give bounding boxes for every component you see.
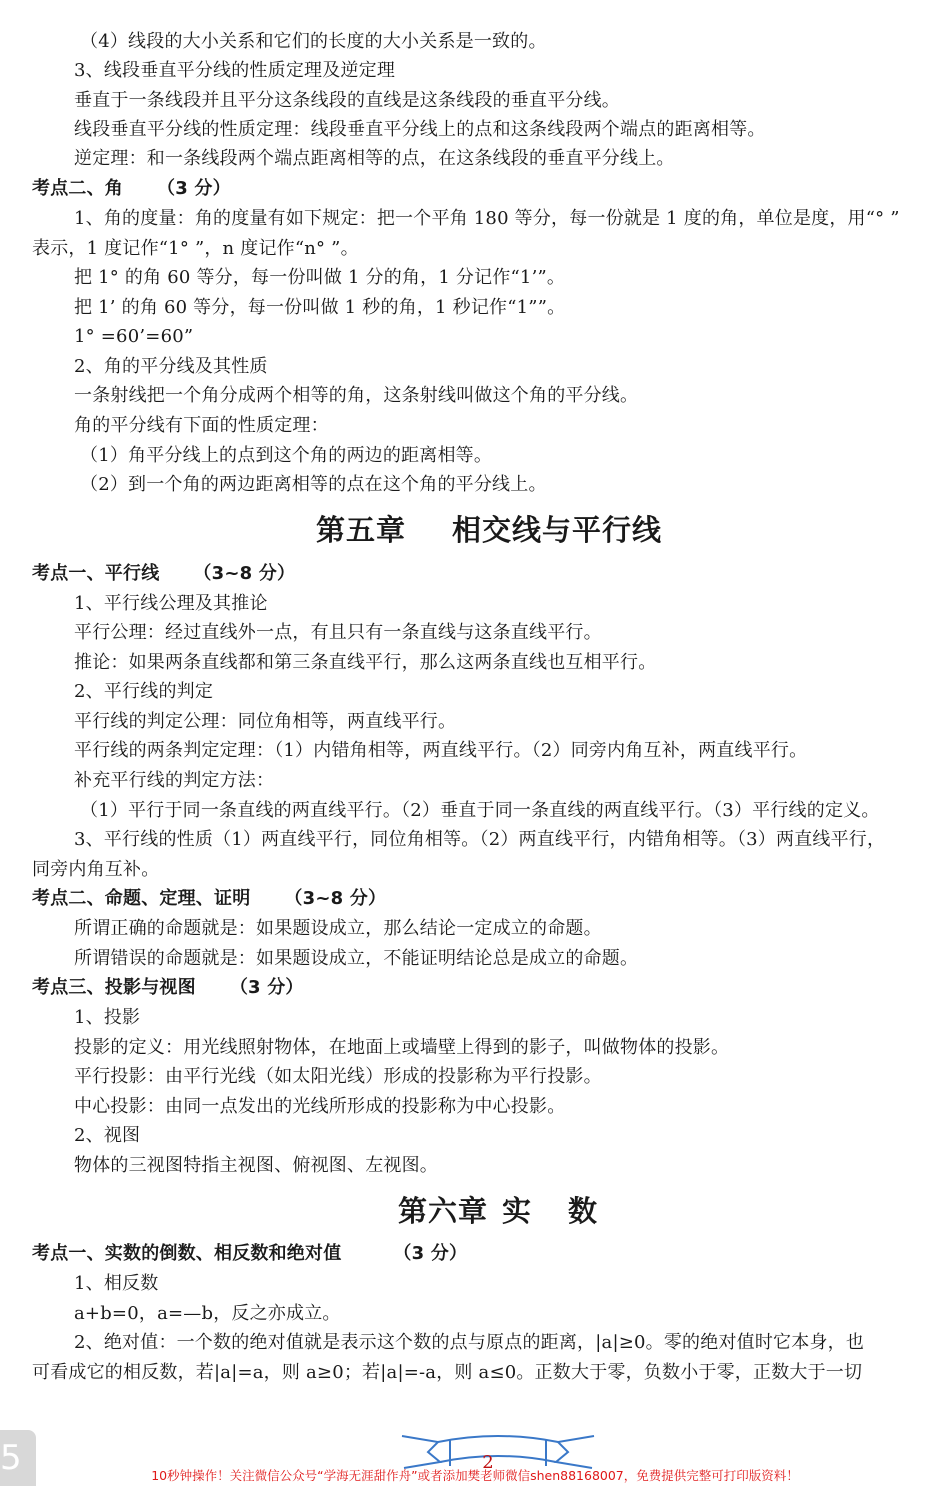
section-title: 考点二、命题、定理、证明 xyxy=(32,888,251,909)
subheading: 1、投影 xyxy=(74,1007,141,1028)
text-line: 角的平分线有下面的性质定理： xyxy=(74,415,329,436)
text-line: a+b=0，a=—b，反之亦成立。 xyxy=(74,1303,341,1324)
text-line: 表示，1 度记作“1° ”，n 度记作“n° ”。 xyxy=(32,238,359,259)
text-line: （2）到一个角的两边距离相等的点在这个角的平分线上。 xyxy=(80,474,547,495)
section-heading xyxy=(32,1242,467,1266)
text-line: 平行线的判定公理：同位角相等，两直线平行。 xyxy=(74,711,457,732)
text-line: 2、绝对值：一个数的绝对值就是表示这个数的点与原点的距离，|a|≥0。零的绝对值时它本身，也 xyxy=(74,1332,865,1353)
section-heading xyxy=(32,976,304,1000)
subheading: 1、相反数 xyxy=(74,1273,159,1294)
text-line: 1、角的度量：角的度量有如下规定：把一个平角 180 等分，每一份就是 1 度的角，单位是度，用“° ” xyxy=(74,208,900,229)
text-line: 垂直于一条线段并且平分这条线段的直线是这条线段的垂直平分线。 xyxy=(74,90,620,111)
section-heading xyxy=(32,887,386,911)
text-line: （1）平行于同一条直线的两直线平行。（2）垂直于同一条直线的两直线平行。（3）平行线的定义。 xyxy=(80,800,880,821)
text-line: 可看成它的相反数，若|a|=a，则 a≥0；若|a|=-a，则 a≤0。正数大于零，负数小于零，正数大于一切 xyxy=(32,1362,863,1383)
section-title: 考点三、投影与视图 xyxy=(32,977,196,998)
chapter-name-part: 实 xyxy=(502,1194,533,1228)
subheading: 2、角的平分线及其性质 xyxy=(74,356,268,377)
text-line: 平行线的两条判定定理：（1）内错角相等，两直线平行。（2）同旁内角互补，两直线平行。 xyxy=(74,740,808,761)
text-line: 投影的定义：用光线照射物体，在地面上或墙壁上得到的影子，叫做物体的投影。 xyxy=(74,1037,730,1058)
chapter-name-part: 数 xyxy=(568,1194,599,1228)
text-line: （4）线段的大小关系和它们的长度的大小关系是一致的。 xyxy=(80,31,547,52)
chapter-title xyxy=(398,1193,598,1229)
text-line: 平行公理：经过直线外一点，有且只有一条直线与这条直线平行。 xyxy=(74,622,602,643)
chapter-number: 第六章 xyxy=(398,1194,489,1228)
text-line: 一条射线把一个角分成两个相等的角，这条射线叫做这个角的平分线。 xyxy=(74,385,639,406)
section-title: 考点一、平行线 xyxy=(32,563,160,584)
subheading: 2、平行线的判定 xyxy=(74,681,214,702)
section-heading xyxy=(32,562,295,586)
page-number: 2 xyxy=(482,1452,494,1473)
text-line: 物体的三视图特指主视图、俯视图、左视图。 xyxy=(74,1155,438,1176)
section-score: （3~8 分） xyxy=(193,563,296,584)
text-line: （1）角平分线上的点到这个角的两边的距离相等。 xyxy=(80,445,493,466)
text-line: 把 1° 的角 60 等分，每一份叫做 1 分的角，1 分记作“1’”。 xyxy=(74,267,566,288)
section-score: （3 分） xyxy=(393,1243,468,1264)
text-line: 补充平行线的判定方法： xyxy=(74,770,275,791)
section-title: 考点二、角 xyxy=(32,178,123,199)
chapter-title xyxy=(316,512,662,548)
page-tab: 5 xyxy=(0,1430,36,1486)
chapter-number: 第五章 xyxy=(316,513,407,547)
section-score: （3~8 分） xyxy=(284,888,387,909)
footer-banner: 10秒钟操作！关注微信公众号“学海无涯甜作舟”或者添加樊老师微信shen88168007，免费提供完整可打印版资料！ xyxy=(151,1468,799,1483)
subheading: 2、视图 xyxy=(74,1125,141,1146)
section-heading xyxy=(32,177,231,201)
text-line: 中心投影：由同一点发出的光线所形成的投影称为中心投影。 xyxy=(74,1096,566,1117)
subheading: 1、平行线公理及其推论 xyxy=(74,593,268,614)
text-line: 所谓错误的命题就是：如果题设成立，不能证明结论总是成立的命题。 xyxy=(74,948,639,969)
section-title: 考点一、实数的倒数、相反数和绝对值 xyxy=(32,1243,342,1264)
text-line: 把 1’ 的角 60 等分，每一份叫做 1 秒的角，1 秒记作“1””。 xyxy=(74,297,566,318)
text-line: 逆定理：和一条线段两个端点距离相等的点，在这条线段的垂直平分线上。 xyxy=(74,148,675,169)
text-line: 平行投影：由平行光线（如太阳光线）形成的投影称为平行投影。 xyxy=(74,1066,602,1087)
subheading: 3、线段垂直平分线的性质定理及逆定理 xyxy=(74,60,396,81)
chapter-name: 相交线与平行线 xyxy=(452,513,663,547)
text-line: 推论：如果两条直线都和第三条直线平行，那么这两条直线也互相平行。 xyxy=(74,652,657,673)
text-line: 1° =60’=60” xyxy=(74,326,194,347)
text-line: 线段垂直平分线的性质定理：线段垂直平分线上的点和这条线段两个端点的距离相等。 xyxy=(74,119,766,140)
section-score: （3 分） xyxy=(229,977,304,998)
text-line: 同旁内角互补。 xyxy=(32,859,160,880)
section-score: （3 分） xyxy=(157,178,231,199)
text-line: 所谓正确的命题就是：如果题设成立，那么结论一定成立的命题。 xyxy=(74,918,602,939)
text-line: 3、平行线的性质（1）两直线平行，同位角相等。（2）两直线平行，内错角相等。（3）两直线平行， xyxy=(74,829,886,850)
